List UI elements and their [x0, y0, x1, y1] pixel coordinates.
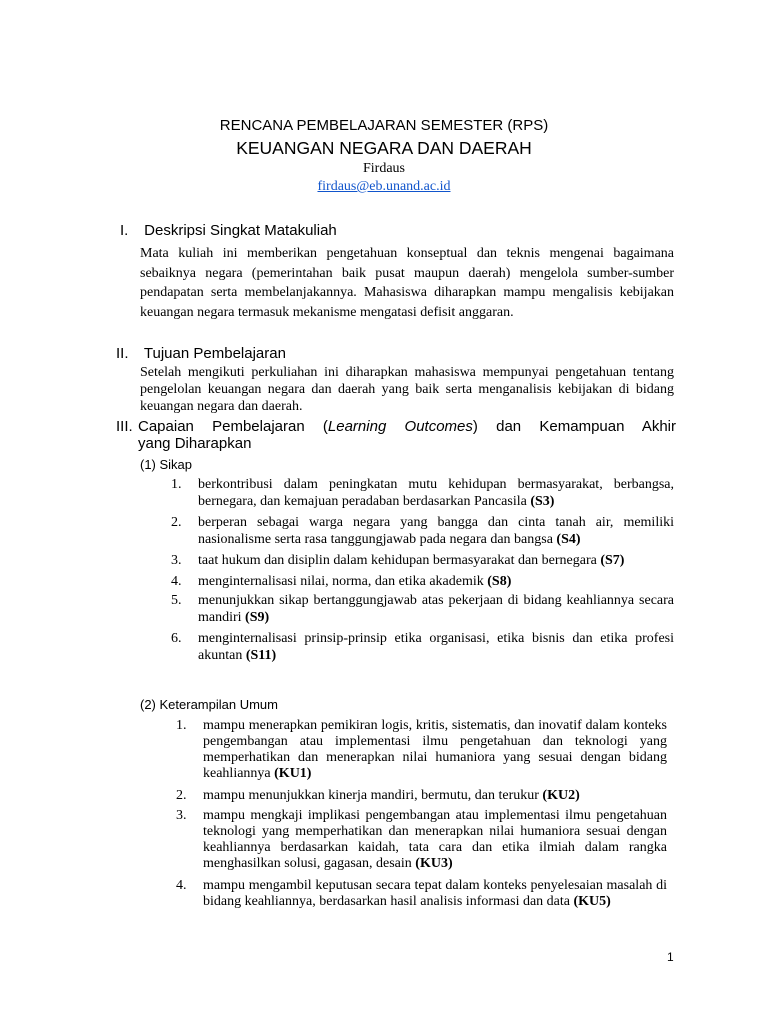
list-item: [176, 878, 667, 910]
list-item: [176, 788, 667, 804]
page-number: 1: [667, 950, 674, 964]
sikap-list: [171, 476, 674, 664]
section-1-text: Mata kuliah ini memberikan pengetahuan konseptual dan teknis mengenai bagaimana sebaiknya negara (pemerintahan baik pusat maupun daerah) mengelola sumber-sumber pendapatan serta membelanjakannya. Mahasiswa diharapkan mampu mengalisis kebijakan keuangan negara termasuk mekanisme mengatasi defisit anggaran.: [140, 246, 674, 320]
list-item: [176, 718, 667, 782]
outcome-code: (S4): [556, 532, 581, 547]
list-item-text: berkontribusi dalam peningkatan mutu kehidupan bermasyarakat, berbangsa, bernegara, dan kemajuan peradaban berdasarkan Pancasila: [198, 477, 674, 509]
keterampilan-label: (2) Keterampilan Umum: [140, 697, 278, 712]
outcome-code: (S8): [487, 574, 512, 589]
author-name: Firdaus: [363, 161, 405, 176]
outcome-code: (S7): [600, 553, 625, 568]
list-number: 3.: [176, 808, 187, 823]
section-2-text: Setelah mengikuti perkuliahan ini diharapkan mahasiswa mempunyai pengetahuan tentang pengelolan keuangan negara dan daerah yang baik serta menganalisis kebijakan di bidang keuangan negara dan daerah.: [140, 365, 674, 414]
list-item-text: mampu menerapkan pemikiran logis, kritis, sistematis, dan inovatif dalam konteks pengembangan atau implementasi ilmu pengetahuan dan teknologi yang memperhatikan dan menerapkan nilai humaniora yang sesuai dengan bidang keahliannya: [203, 718, 667, 781]
section-2-heading: [116, 345, 286, 362]
list-item-text: menunjukkan sikap bertanggungjawab atas pekerjaan di bidang keahliannya secara mandiri: [198, 593, 674, 625]
list-number: 3.: [171, 553, 182, 568]
list-item: [171, 476, 674, 510]
list-item-text: mampu menunjukkan kinerja mandiri, bermutu, dan terukur: [203, 788, 539, 803]
list-item: [171, 592, 674, 626]
section-3-heading: [116, 418, 676, 452]
list-item-text: taat hukum dan disiplin dalam kehidupan bermasyarakat dan bernegara: [198, 553, 597, 568]
document-title: RENCANA PEMBELAJARAN SEMESTER (RPS): [219, 117, 549, 134]
author-email: [0, 179, 768, 195]
list-item-text: mampu mengkaji implikasi pengembangan atau implementasi ilmu pengetahuan teknologi yang memperhatikan dan menerapkan nilai humaniora sesuai dengan keahliannya berdasarkan kaidah, tata cara dan etika ilmiah dalam rangka menghasilkan solusi, gagasan, desain: [203, 808, 667, 871]
list-item-text: menginternalisasi prinsip-prinsip etika organisasi, etika bisnis dan etika profesi akuntan: [198, 631, 674, 663]
list-item-text: berperan sebagai warga negara yang bangga dan cinta tanah air, memiliki nasionalisme serta rasa tanggungjawab pada negara dan bangsa: [198, 515, 674, 547]
outcome-code: (KU5): [573, 894, 611, 909]
section-3-title: Capaian Pembelajaran (Learning Outcomes) dan Kemampuan Akhir: [138, 418, 677, 435]
section-1-title: Deskripsi Singkat Matakuliah: [144, 222, 337, 239]
list-number: 6.: [171, 631, 182, 646]
section-2-number: II.: [116, 345, 129, 362]
list-item: [171, 552, 674, 569]
list-item-text: menginternalisasi nilai, norma, dan etika akademik: [198, 574, 484, 589]
outcome-code: (KU1): [274, 766, 312, 781]
section-1-number: I.: [120, 222, 129, 239]
outcome-code: (S11): [245, 648, 277, 663]
keterampilan-list: [176, 718, 667, 910]
section-3-number: III.: [116, 418, 133, 435]
outcome-code: (S9): [245, 610, 270, 625]
list-item: [171, 573, 674, 590]
list-number: 5.: [171, 593, 182, 608]
list-item: [171, 630, 674, 664]
list-number: 2.: [176, 788, 187, 803]
list-number: 4.: [171, 574, 182, 589]
list-number: 1.: [176, 718, 187, 733]
list-number: 1.: [171, 477, 182, 492]
section-3-title-line2: yang Diharapkan: [138, 435, 252, 452]
outcome-code: (KU2): [542, 788, 580, 803]
section-3-title-italic: Learning Outcomes: [327, 418, 473, 435]
sikap-label: (1) Sikap: [140, 457, 193, 472]
list-item: [176, 808, 667, 872]
list-item: [171, 514, 674, 548]
list-number: 2.: [171, 515, 182, 530]
section-1-heading: [120, 222, 337, 239]
list-number: 4.: [176, 878, 187, 893]
email-link[interactable]: firdaus@eb.unand.ac.id: [317, 179, 451, 194]
outcome-code: (S3): [530, 494, 555, 509]
section-2-title: Tujuan Pembelajaran: [143, 345, 286, 362]
outcome-code: (KU3): [415, 856, 453, 871]
list-item-text: mampu mengambil keputusan secara tepat dalam konteks penyelesaian masalah di bidang keahliannya, berdasarkan hasil analisis informasi dan data: [203, 878, 667, 909]
course-title: KEUANGAN NEGARA DAN DAERAH: [236, 138, 532, 158]
